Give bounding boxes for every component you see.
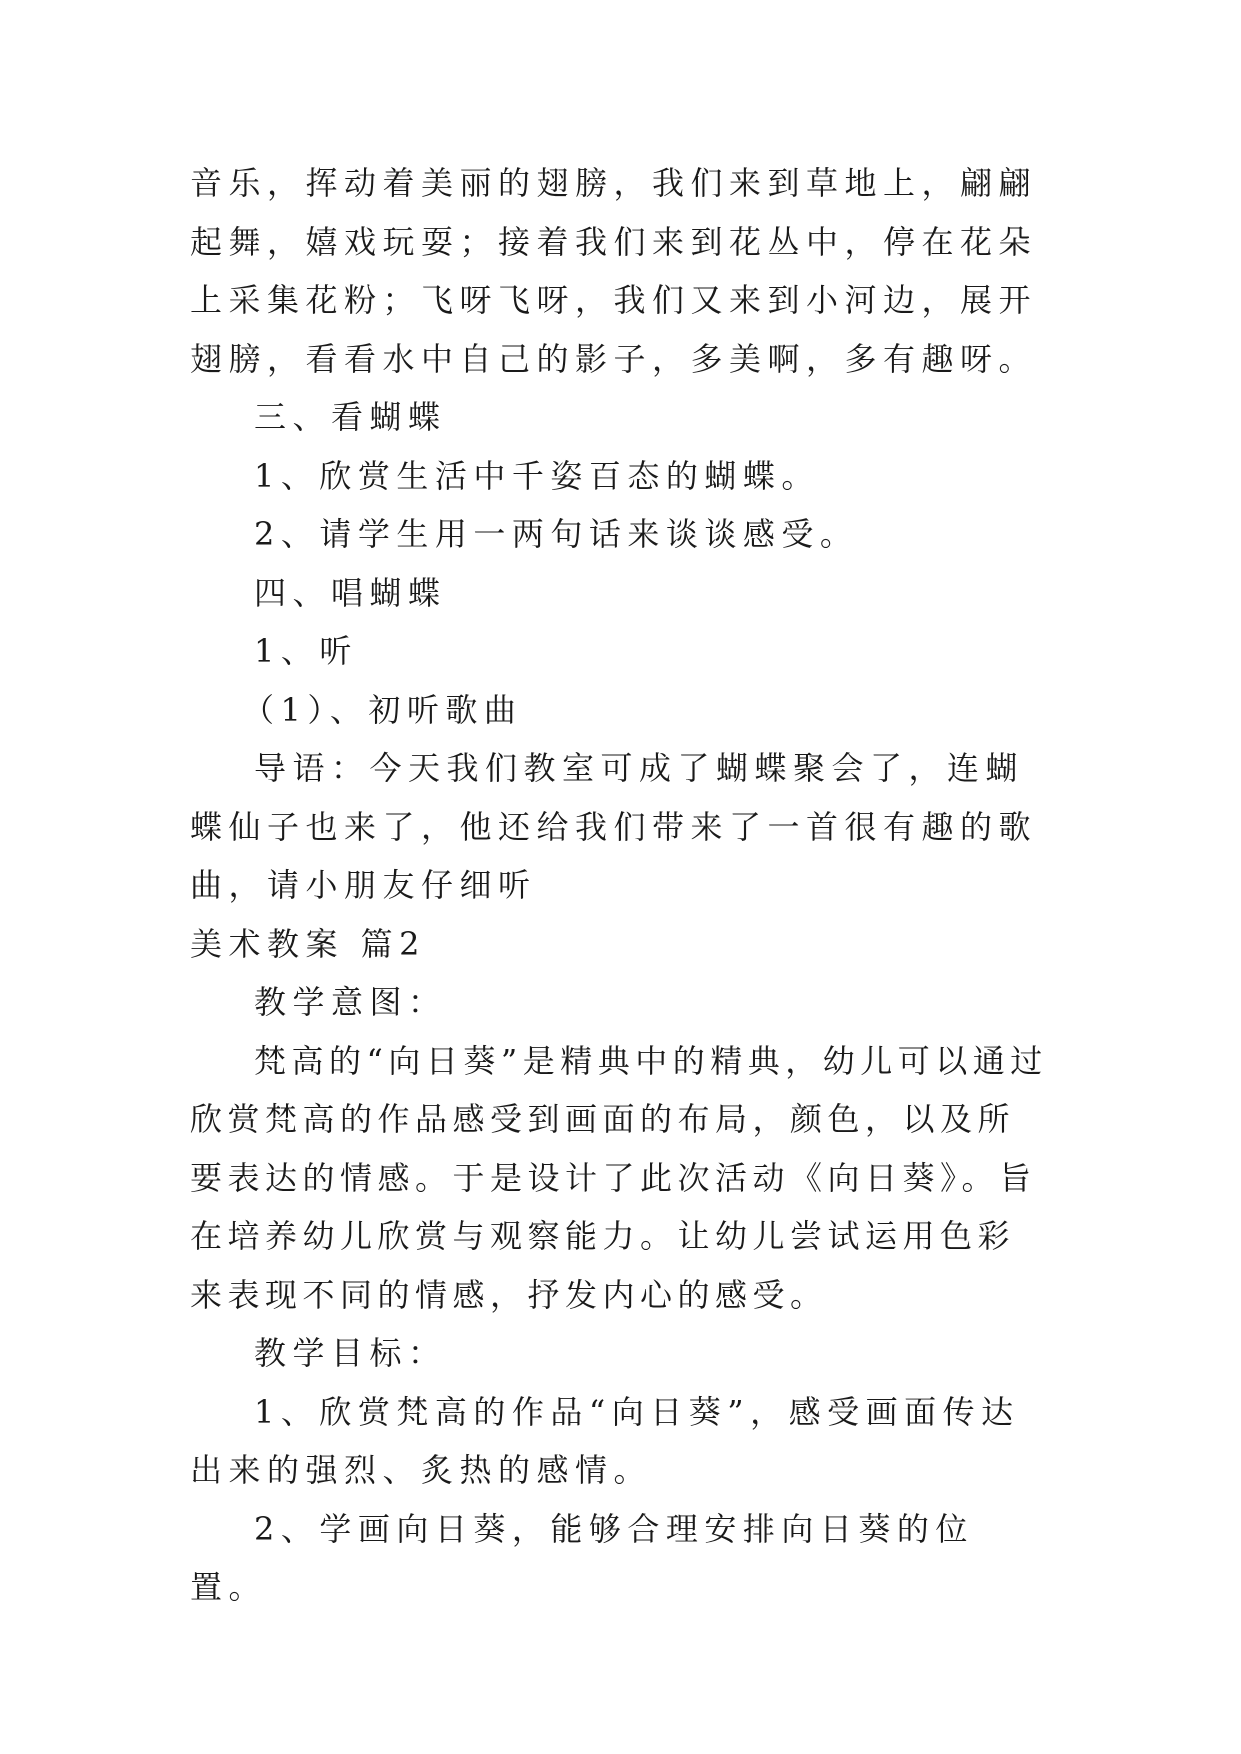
- list-item-draw-sunflowers: 2、学画向日葵，能够合理安排向日葵的位置。: [190, 1509, 974, 1606]
- list-subitem-first-listen: （1）、初听歌曲: [242, 690, 523, 729]
- paragraph-intro-speech: 导语：今天我们教室可成了蝴蝶聚会了，连蝴蝶仙子也来了，他还给我们带来了一首很有趣的歌曲，请小朋友仔细听: [190, 749, 1038, 904]
- paragraph-butterfly-dance: 音乐，挥动着美丽的翅膀，我们来到草地上，翩翩起舞，嬉戏玩耍；接着我们来到花丛中，停在花朵上采集花粉；飞呀飞呀，我们又来到小河边，展开翅膀，看看水中自己的影子，多美啊，多有趣呀。: [190, 164, 1038, 378]
- heading-teaching-intent: 教学意图：: [254, 983, 447, 1021]
- heading-sing-butterflies: 四、唱蝴蝶: [254, 573, 447, 612]
- section-title-art-lesson-2: 美术教案 篇2: [190, 924, 427, 963]
- heading-teaching-goals: 教学目标：: [254, 1334, 447, 1372]
- document-body: [190, 154, 1050, 1617]
- list-item-appreciate-butterflies: 1、欣赏生活中千姿百态的蝴蝶。: [254, 456, 820, 495]
- list-item-share-feelings: 2、请学生用一两句话来谈谈感受。: [254, 515, 859, 553]
- paragraph-teaching-intent: 梵高的“向日葵”是精典中的精典，幼儿可以通过欣赏梵高的作品感受到画面的布局，颜色，以及所要表达的情感。于是设计了此次活动《向日葵》。旨在培养幼儿欣赏与观察能力。让幼儿尝试运用色彩来表现不同的情感，抒发内心的感受。: [190, 1041, 1048, 1314]
- list-item-listen: 1、听: [254, 632, 358, 670]
- list-item-appreciate-sunflowers: 1、欣赏梵高的作品“向日葵”，感受画面传达出来的强烈、炙热的感情。: [190, 1392, 1020, 1489]
- heading-look-at-butterflies: 三、看蝴蝶: [254, 398, 447, 436]
